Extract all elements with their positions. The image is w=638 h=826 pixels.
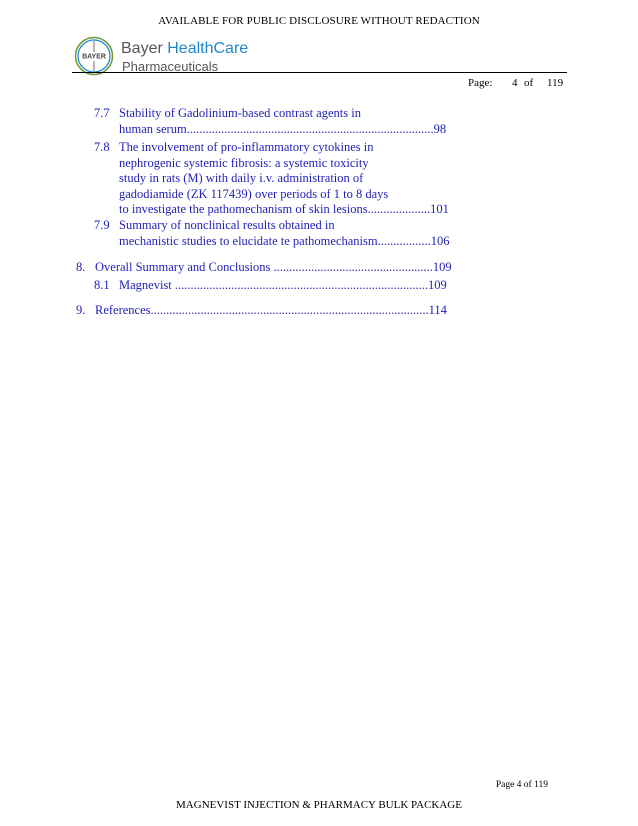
toc-number: 8. xyxy=(76,260,86,274)
toc-number: 7.8 xyxy=(94,140,110,154)
page-total: 119 xyxy=(547,77,564,89)
toc-line: Magnevist .................................................................................109 xyxy=(119,278,447,292)
toc-line: to investigate the pathomechanism of skin lesions....................101 xyxy=(119,202,449,216)
brand-bayer: Bayer xyxy=(121,40,168,57)
brand-subtitle: Pharmaceuticals xyxy=(122,59,219,74)
brand-healthcare: HealthCare xyxy=(167,40,249,57)
header-rule xyxy=(72,72,567,73)
toc-line: The involvement of pro-inflammatory cytokines in xyxy=(119,140,374,154)
toc-line: Overall Summary and Conclusions ...................................................109 xyxy=(95,260,452,274)
disclosure-banner: AVAILABLE FOR PUBLIC DISCLOSURE WITHOUT REDACTION xyxy=(158,15,480,27)
footer-document-title: MAGNEVIST INJECTION & PHARMACY BULK PACKAGE xyxy=(176,799,462,811)
logo-text: BAYER xyxy=(82,53,106,61)
toc-number: 7.7 xyxy=(94,106,110,120)
toc-line: Summary of nonclinical results obtained in xyxy=(119,218,335,232)
toc-line: Stability of Gadolinium-based contrast agents in xyxy=(119,106,361,120)
toc-line: References.........................................................................................114 xyxy=(95,303,447,317)
bayer-cross-logo xyxy=(74,36,114,76)
page-of: of xyxy=(524,77,534,89)
page-label: Page: xyxy=(468,77,493,89)
toc-number: 9. xyxy=(76,303,86,317)
toc-line: mechanistic studies to elucidate te pathomechanism.................106 xyxy=(119,233,450,248)
toc-line: nephrogenic systemic fibrosis: a systemic toxicity xyxy=(119,155,369,170)
page-number: 4 xyxy=(512,77,518,89)
toc-line: human serum...............................................................................98 xyxy=(119,122,447,136)
toc-line: study in rats (M) with daily i.v. administration of xyxy=(119,171,364,185)
brand-name xyxy=(121,40,248,58)
footer-page-number: Page 4 of 119 xyxy=(495,780,548,790)
toc-number: 8.1 xyxy=(94,278,110,292)
toc-line: gadodiamide (ZK 117439) over periods of 1 to 8 days xyxy=(119,186,389,201)
toc-number: 7.9 xyxy=(94,218,110,232)
